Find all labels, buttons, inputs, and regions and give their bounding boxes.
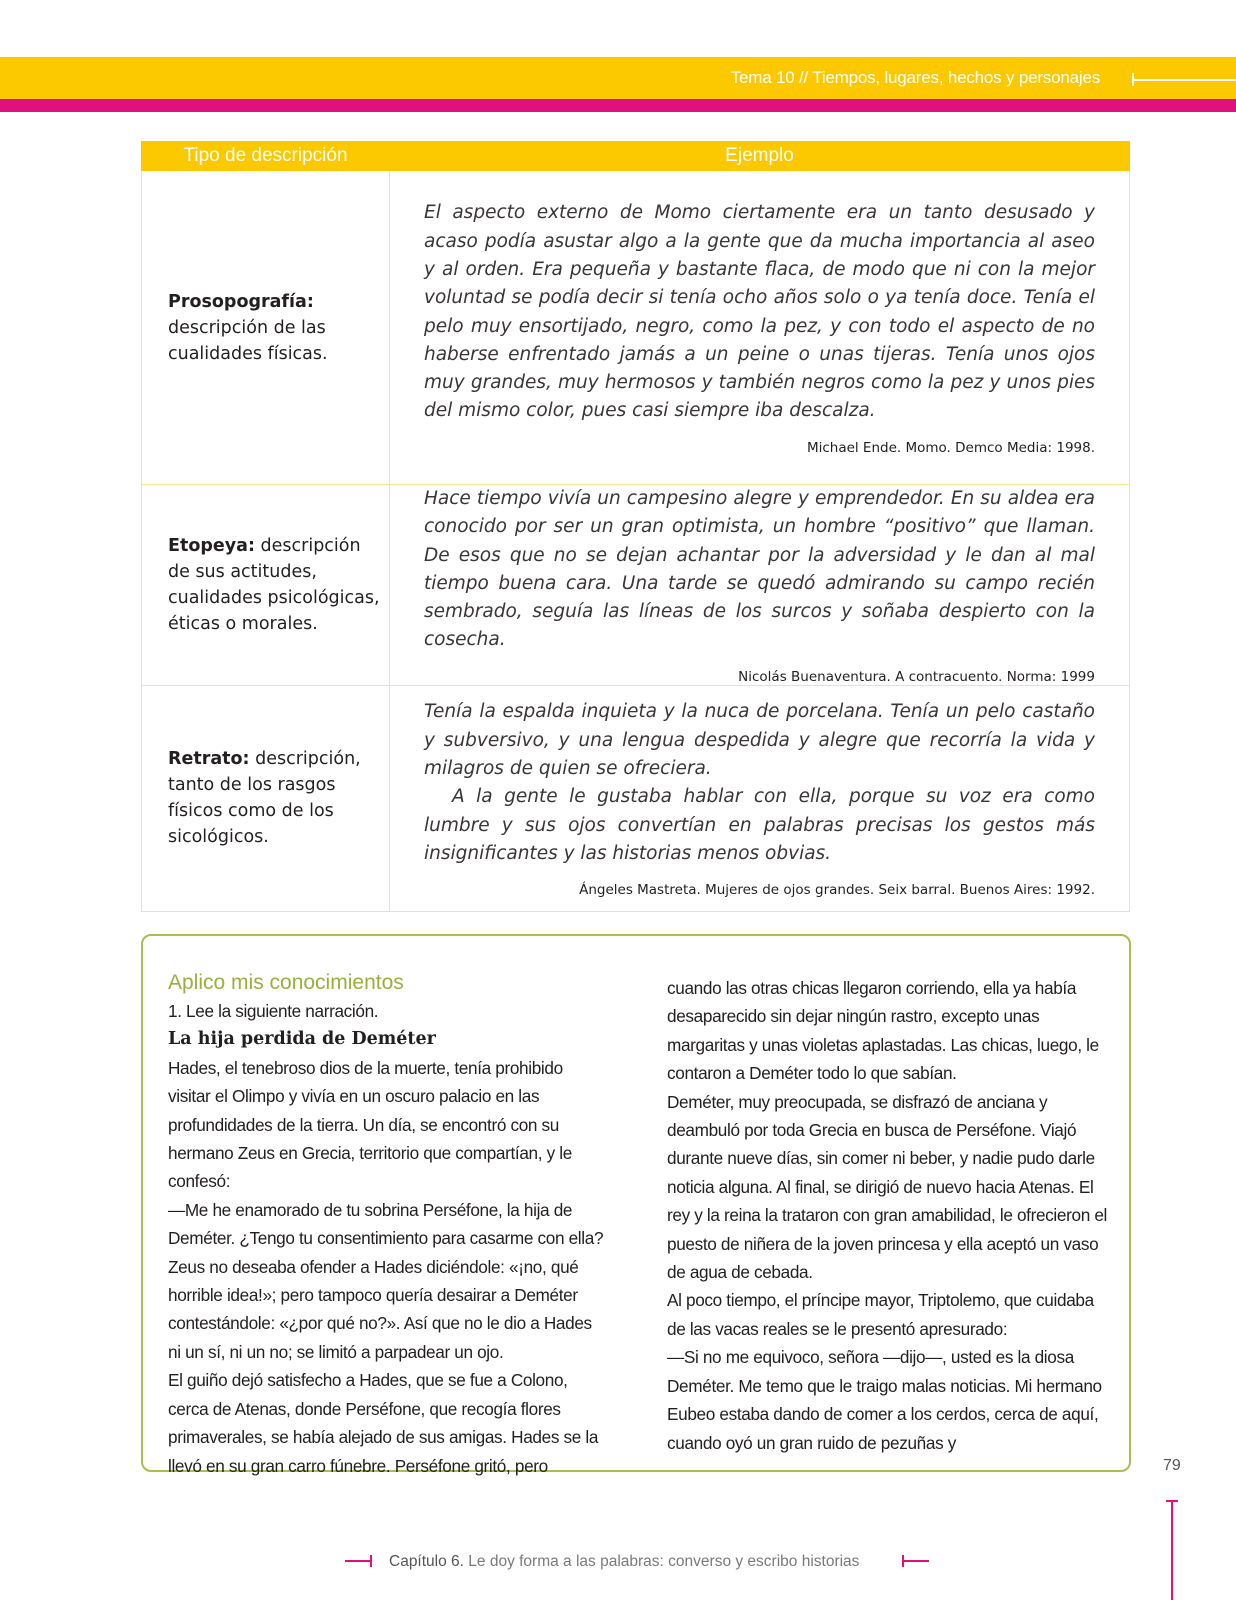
example-source: Ángeles Mastreta. Mujeres de ojos grandes. Seix barral. Buenos Aires: 1992. — [579, 882, 1095, 899]
activity-left-column — [168, 971, 608, 1480]
footer-rule-left — [345, 1560, 372, 1562]
example-cell — [390, 171, 1130, 485]
footer-rule-right — [902, 1560, 929, 1562]
example-text — [424, 698, 1095, 868]
table-row — [142, 171, 1130, 485]
column-header-type: Tipo de descripción — [142, 142, 390, 171]
header-accent-stripe — [0, 99, 1236, 112]
activity-title: Aplico mis conocimientos — [168, 971, 404, 994]
type-cell — [142, 485, 390, 686]
type-definition: descripción de las cualidades físicas. — [168, 317, 328, 364]
story-paragraph: Deméter, muy preocupada, se disfrazó de anciana y deambuló por toda Grecia en busca de Perséfone. Viajó durante nueve días, sin comer ni beber, y nadie pudo darle noticia alguna. Al final, se dirigió de nuevo hacia Atenas. El rey y la reina la trataron con gran amabilidad, le ofrecieron el puesto de niñera de la joven princesa y ella aceptó un vaso de agua de cebada. — [667, 1091, 1108, 1283]
story-paragraph: Al poco tiempo, el príncipe mayor, Triptolemo, que cuidaba de las vacas reales se le presentó apresurado: — [667, 1290, 1094, 1339]
header-title: Tema 10 // Tiempos, lugares, hechos y personajes — [730, 68, 1100, 87]
footer-marker-left-icon — [370, 1555, 372, 1567]
header-rule — [1133, 79, 1236, 81]
type-cell — [142, 171, 390, 485]
example-cell — [390, 685, 1130, 911]
story-paragraph: —Si no me equivoco, señora —dijo—, usted es la diosa Deméter. Me temo que le traigo malas noticias. Mi hermano Eubeo estaba dando de comer a los cerdos, cerca de aquí, cuando oyó un gran ruido de pezuñas y — [667, 1347, 1102, 1453]
type-cell — [142, 685, 390, 911]
type-name: Etopeya: — [168, 535, 255, 556]
footer-title: Le doy forma a las palabras: converso y escribo historias — [468, 1553, 860, 1570]
activity-box — [141, 934, 1131, 1476]
story-title: La hija perdida de Deméter — [168, 1029, 436, 1050]
table-row — [142, 685, 1130, 911]
example-paragraph-1: Tenía la espalda inquieta y la nuca de porcelana. Tenía un pelo castaño y subversivo, y una lengua despedida y alegre que recorría la vida y milagros de quien se ofreciera. — [424, 701, 1095, 779]
table-row — [142, 485, 1130, 686]
footer — [389, 1553, 859, 1571]
page-number: 79 — [1163, 1457, 1181, 1474]
column-header-example: Ejemplo — [390, 142, 1130, 171]
example-paragraph-2: A la gente le gustaba hablar con ella, porque su voz era como lumbre y sus ojos convertían en palabras precisas los gestos más insignificantes y las historias menos obvias. — [424, 786, 1095, 864]
example-text: El aspecto externo de Momo ciertamente era un tanto desusado y acaso podía asustar algo a la gente que da mucha importancia al aseo y al orden. Era pequeña y bastante flaca, de modo que ni con la mejor voluntad se podía decir si tenía ocho años solo o ya tenía doce. Tenía el pelo muy ensortijado, negro, como la pez, y con todo el aspecto de no haberse enfrentado jamás a un peine o unas tijeras. Tenía unos ojos muy grandes, muy hermosos y también negros como la pez y unos pies del mismo color, pues casi siempre iba descalza. — [424, 202, 1095, 422]
story-paragraph: —Me he enamorado de tu sobrina Perséfone, la hija de Deméter. ¿Tengo tu consentimiento para casarme con ella? — [168, 1199, 604, 1249]
type-definition: descripción, tanto de los rasgos físicos como de los sicológicos. — [168, 749, 361, 848]
type-name: Retrato: — [168, 749, 250, 770]
example-cell — [390, 485, 1130, 686]
example-source: Nicolás Buenaventura. A contracuento. Norma: 1999 — [738, 668, 1095, 685]
page-rule — [1171, 1500, 1173, 1600]
story-paragraph: El guiño dejó satisfecho a Hades, que se fue a Colono, cerca de Atenas, donde Perséfone, que recogía flores primaverales, se había alejado de sus amigas. Hades se la llevó en su gran carro fúnebre. Perséfone gritó, pero — [168, 1370, 599, 1476]
story-paragraph: Hades, el tenebroso dios de la muerte, tenía prohibido visitar el Olimpo y vivía en un oscuro palacio en las profundidades de la tierra. Un día, se encontró con su hermano Zeus en Grecia, territorio que compartían, y le confesó: — [168, 1057, 572, 1192]
type-name: Prosopografía: — [168, 291, 314, 312]
activity-right-column — [667, 974, 1107, 1457]
footer-chapter: Capítulo 6. — [389, 1553, 464, 1570]
description-table — [141, 141, 1130, 912]
story-paragraph: Zeus no deseaba ofender a Hades diciéndole: «¡no, qué horrible idea!»; pero tampoco quería desairar a Deméter contestándole: «¿por qué no?». Así que no le dio a Hades ni un sí, ni un no; se limitó a parpadear un ojo. — [168, 1256, 592, 1362]
example-source: Michael Ende. Momo. Demco Media: 1998. — [806, 439, 1095, 456]
story-paragraph: cuando las otras chicas llegaron corriendo, ella ya había desaparecido sin dejar ningún rastro, excepto unas margaritas y unas violetas aplastadas. Las chicas, luego, le contaron a Deméter todo lo que sabían. — [667, 978, 1099, 1084]
activity-instruction: 1. Lee la siguiente narración. — [168, 1001, 379, 1021]
type-definition: descripción de sus actitudes, cualidades psicológicas, éticas o morales. — [168, 535, 380, 634]
example-text: Hace tiempo vivía un campesino alegre y emprendedor. En su aldea era conocido por ser un gran optimista, un hombre “positivo” que llaman. De esos que no se dejan achantar por la adversidad y le dan al mal tiempo buena cara. Una tarde se quedó admirando su campo recién sembrado, seguía las líneas de los surcos y soñaba despierto con la cosecha. — [424, 488, 1095, 651]
